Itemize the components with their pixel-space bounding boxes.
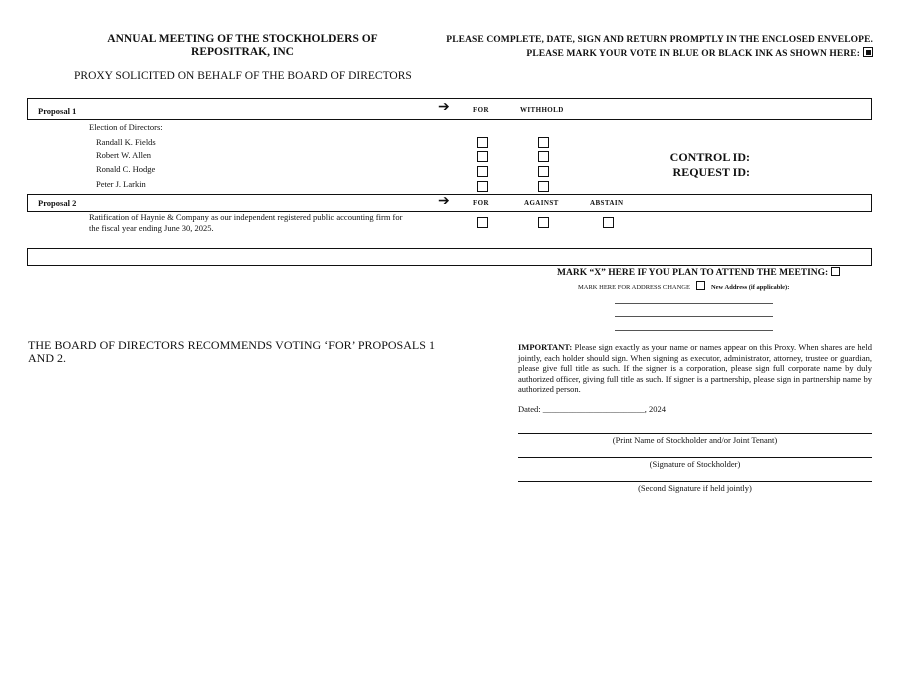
instruction-line2-wrap (446, 47, 873, 61)
proposal1-for-header: FOR (473, 106, 489, 114)
dated-line[interactable]: Dated: ________________________, 2024 (518, 404, 667, 414)
proposal1-description: Election of Directors: (89, 122, 163, 132)
address-line-1[interactable] (615, 303, 773, 304)
proposal2-description-line2: the fiscal year ending June 30, 2025. (89, 223, 214, 233)
attend-meeting-label: MARK “X” HERE IF YOU PLAN TO ATTEND THE MEETING: (557, 268, 829, 278)
proposal1-arrow-icon: ➔ (438, 100, 450, 115)
blank-bar (27, 248, 872, 266)
marked-checkbox-sample-icon (863, 47, 873, 57)
address-change-checkbox[interactable] (696, 281, 705, 290)
proposal1-label: Proposal 1 (38, 106, 77, 116)
proposal2-against-header: AGAINST (524, 199, 559, 207)
signature-caption: (Signature of Stockholder) (649, 459, 741, 469)
nominee-name: Robert W. Allen (96, 150, 152, 160)
address-change-row (578, 281, 789, 291)
second-signature-line[interactable] (518, 481, 872, 482)
meeting-title (95, 33, 390, 59)
attend-meeting-row (557, 267, 840, 278)
nominee-name: Randall K. Fields (96, 137, 156, 147)
nominee-name: Peter J. Larkin (96, 179, 146, 189)
board-recommendation: THE BOARD OF DIRECTORS RECOMMENDS VOTING ‘FOR’ PROPOSALS 1 AND 2. (28, 338, 435, 365)
proposal2-for-checkbox[interactable] (477, 217, 488, 228)
important-text: Please sign exactly as your name or names appear on this Proxy. When shares are held jointly, each holder should sign. When signing as executor, administrator, attorney, trustee or guardian, please give full title as such. If the signer is a corporation, please sign full corporate name by duly authorized officer, giving full title as such. If signer is a partnership, please sign in partnership name by authorized person. (518, 342, 872, 394)
new-address-label: New Address (if applicable): (710, 284, 790, 291)
meeting-title-line2: REPOSITRAK, INC (191, 46, 294, 58)
nominee3-withhold-checkbox[interactable] (538, 166, 549, 177)
proposal1-withhold-header: WITHHOLD (520, 106, 564, 114)
proposal2-description-line1: Ratification of Haynie & Company as our independent registered public accounting firm for (89, 212, 403, 222)
proxy-solicited-heading: PROXY SOLICITED ON BEHALF OF THE BOARD OF DIRECTORS (74, 70, 412, 82)
address-line-3[interactable] (615, 330, 773, 331)
address-line-2[interactable] (615, 316, 773, 317)
second-signature-caption: (Second Signature if held jointly) (638, 483, 752, 493)
nominee-name: Ronald C. Hodge (96, 164, 156, 174)
attend-meeting-checkbox[interactable] (831, 267, 840, 276)
return-instructions (446, 34, 873, 61)
print-name-caption: (Print Name of Stockholder and/or Joint Tenant) (612, 435, 778, 445)
signature-line[interactable] (518, 457, 872, 458)
instruction-line2: PLEASE MARK YOUR VOTE IN BLUE OR BLACK INK AS SHOWN HERE: (526, 49, 860, 59)
important-notice (518, 342, 872, 395)
control-id-label: CONTROL ID: (669, 150, 750, 164)
nominee4-for-checkbox[interactable] (477, 181, 488, 192)
nominee4-withhold-checkbox[interactable] (538, 181, 549, 192)
nominee1-withhold-checkbox[interactable] (538, 137, 549, 148)
proposal2-for-header: FOR (473, 199, 489, 207)
proposal2-abstain-header: ABSTAIN (590, 199, 624, 207)
meeting-title-line1: ANNUAL MEETING OF THE STOCKHOLDERS OF (107, 33, 378, 45)
address-change-label: MARK HERE FOR ADDRESS CHANGE (578, 284, 690, 291)
nominee1-for-checkbox[interactable] (477, 137, 488, 148)
request-id-label: REQUEST ID: (672, 165, 750, 179)
nominee2-withhold-checkbox[interactable] (538, 151, 549, 162)
proposal2-against-checkbox[interactable] (538, 217, 549, 228)
nominee3-for-checkbox[interactable] (477, 166, 488, 177)
proposal2-description (89, 212, 439, 234)
important-lead: IMPORTANT: (518, 342, 573, 352)
proposal2-abstain-checkbox[interactable] (603, 217, 614, 228)
proposal2-arrow-icon: ➔ (438, 194, 450, 209)
print-name-line[interactable] (518, 433, 872, 434)
nominee2-for-checkbox[interactable] (477, 151, 488, 162)
proposal2-label: Proposal 2 (38, 198, 77, 208)
instruction-line1: PLEASE COMPLETE, DATE, SIGN AND RETURN PROMPTLY IN THE ENCLOSED ENVELOPE. (446, 35, 873, 45)
